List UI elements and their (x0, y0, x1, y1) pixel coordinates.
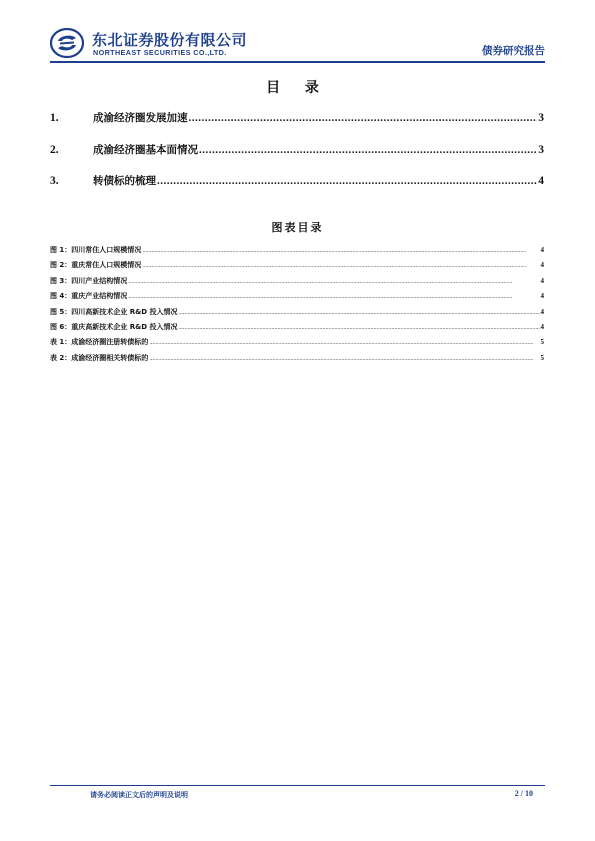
dot-leader (179, 325, 540, 331)
figure-entry-page: 4 (540, 292, 544, 300)
figure-entry-label: 图 3：四川产业结构情况 (50, 277, 128, 285)
figure-entry-page: 4 (540, 261, 544, 269)
table-entry-page: 5 (540, 354, 544, 362)
figure-entry[interactable] (50, 322, 544, 333)
dot-leader (157, 175, 537, 187)
toc-entry-text: 成渝经济圈发展加速 (93, 112, 188, 124)
dot-leader (199, 144, 537, 156)
northeast-securities-logo-icon (50, 28, 84, 58)
dot-leader (142, 263, 539, 269)
figure-entry-label: 图 4：重庆产业结构情况 (50, 292, 128, 300)
toc-title: 目 录 (266, 80, 329, 96)
dot-leader (128, 294, 539, 300)
page-number: 2 / 10 (514, 789, 533, 798)
figure-entry[interactable] (50, 276, 544, 287)
footer-divider (50, 785, 545, 786)
header-divider (50, 61, 545, 63)
figure-entry[interactable] (50, 291, 544, 302)
dot-leader (189, 112, 538, 124)
figure-entry[interactable] (50, 307, 544, 318)
figure-entry-page: 4 (540, 323, 544, 331)
toc-entry-page: 4 (538, 175, 544, 187)
dot-leader (179, 310, 540, 316)
table-entry-label: 表 2：成渝经济圈相关转债标的 (50, 354, 149, 362)
figure-entry-page: 4 (540, 308, 544, 316)
toc-entry-page: 3 (538, 144, 544, 156)
table-entry[interactable] (50, 337, 544, 348)
dot-leader (142, 248, 539, 254)
dot-leader (149, 340, 539, 346)
figure-entry-label: 图 5：四川高新技术企业 R&D 投入情况 (50, 308, 178, 316)
page-header (50, 24, 545, 62)
toc-entry-number: 2. (50, 144, 59, 156)
table-entry-page: 5 (540, 338, 544, 346)
report-type-label: 债券研究报告 (482, 45, 545, 57)
toc-entry-text: 转债标的梳理 (93, 175, 156, 187)
figure-entry-page: 4 (540, 277, 544, 285)
dot-leader (128, 279, 539, 285)
figure-entry[interactable] (50, 245, 544, 256)
table-entry[interactable] (50, 353, 544, 364)
toc-entry-number: 1. (50, 112, 59, 124)
toc-entry[interactable] (50, 110, 544, 126)
table-entry-label: 表 1：成渝经济圈注册转债标的 (50, 338, 149, 346)
dot-leader (149, 356, 539, 362)
toc-entry[interactable] (50, 173, 544, 189)
company-name-en: NORTHEAST SECURITIES CO.,LTD. (93, 48, 227, 57)
toc-entry[interactable] (50, 142, 544, 158)
figure-entry-page: 4 (540, 246, 544, 254)
figures-list-title: 图表目录 (271, 221, 324, 234)
disclaimer-note: 请务必阅读正文后的声明及说明 (90, 791, 188, 799)
figure-entry-label: 图 1：四川常住人口规模情况 (50, 246, 142, 254)
toc-entry-number: 3. (50, 175, 59, 187)
figure-entry-label: 图 2：重庆常住人口规模情况 (50, 261, 142, 269)
figure-entry-label: 图 6：重庆高新技术企业 R&D 投入情况 (50, 323, 178, 331)
company-name-cn: 东北证券股份有限公司 (92, 31, 248, 49)
toc-entry-page: 3 (538, 112, 544, 124)
figure-entry[interactable] (50, 260, 544, 271)
toc-entry-text: 成渝经济圈基本面情况 (93, 144, 198, 156)
